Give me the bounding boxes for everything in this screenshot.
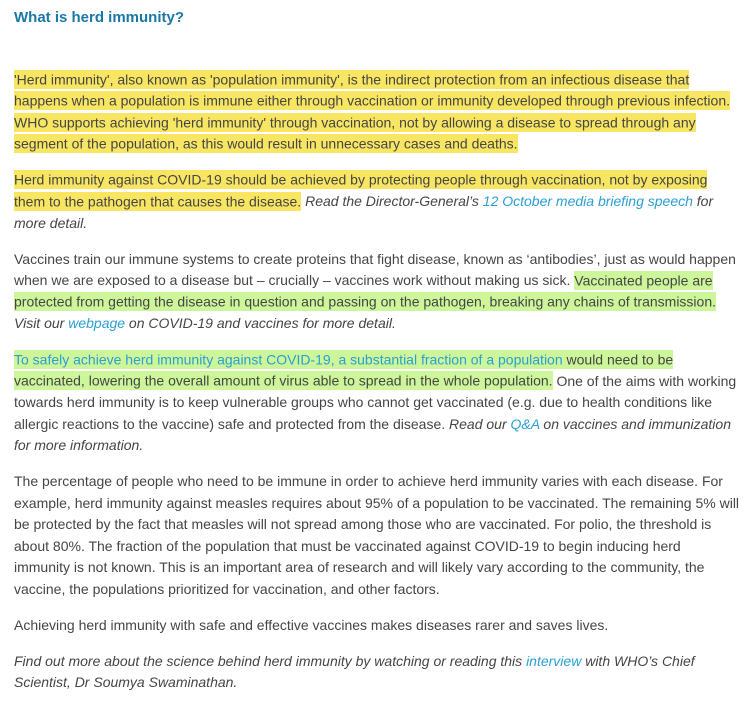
herd-immunity-fraction-link[interactable]: To safely achieve herd immunity against COVID-19, a substantial fraction of a population <box>14 351 563 367</box>
text-run: Read our <box>449 415 511 432</box>
text-run: The percentage of people who need to be immune in order to achieve herd immunity varies with each disease. For example, herd immunity against measles requires about 95% of a population to be vaccinated. The remaining 5% will be protected by the fact that measles will not spread among those who are vaccinated. For polio, the threshold is about 80%. The fraction of the population that must be vaccinated against COVID-19 to begin inducing herd immunity is not known. This is an important area of research and will likely vary according to the community, the vaccine, the populations prioritized for vaccination, and other factors. <box>14 473 740 597</box>
text-run: Read the Director-General’s <box>301 193 483 209</box>
text-run: 'Herd immunity', also known as 'population immunity', is the indirect protection from an infectious disease that happens when a population is immune either through vaccination or immunity developed through previous infection. WHO supports achieving 'herd immunity' through vaccination, not by allowing a disease to spread through any segment of the population, as this would result in unnecessary cases and deaths. <box>14 71 730 152</box>
text-run: One of the aims with working towards herd immunity is to keep vulnerable groups who cannot get vaccinated (e.g. due to health conditions like allergic reactions to the vaccine) safe and protected from the disease. <box>14 372 737 432</box>
text-run: with WHO’s Chief Scientist, Dr Soumya Swaminathan. <box>14 652 695 690</box>
paragraph <box>14 69 740 155</box>
page-title: What is herd immunity? <box>14 9 185 26</box>
text-run: for more detail. <box>14 193 714 231</box>
article <box>14 9 740 694</box>
text-run: on vaccines and immunization for more information. <box>14 415 731 453</box>
article-body <box>14 69 740 694</box>
text-run: Vaccinated people are protected from getting the disease in question and passing on the pathogen, breaking any chains of transmission. <box>14 272 717 310</box>
vaccines-qa-link[interactable]: Q&A <box>510 415 540 432</box>
paragraph <box>14 349 740 457</box>
text-run: Find out more about the science behind herd immunity by watching or reading this <box>14 652 527 669</box>
text-run: Visit our <box>14 315 69 331</box>
paragraph <box>14 615 740 637</box>
paragraph <box>14 249 740 335</box>
chief-scientist-interview-link[interactable]: interview <box>526 652 582 669</box>
paragraph <box>14 471 740 600</box>
text-run: Vaccines train our immune systems to create proteins that fight disease, known as ‘antibodies’, just as would happen when we are exposed to a disease but – crucially – vaccines work without making us sick. <box>14 250 736 288</box>
text-run: Herd immunity against COVID-19 should be achieved by protecting people through vaccination, not by exposing them to the pathogen that causes the disease. <box>14 171 708 209</box>
media-briefing-speech-link[interactable]: 12 October media briefing speech <box>482 193 693 209</box>
paragraph <box>14 170 740 235</box>
covid-vaccines-webpage-link[interactable]: webpage <box>68 315 126 331</box>
paragraph <box>14 651 740 694</box>
text-run: would need to be vaccinated, lowering the overall amount of virus able to spread in the whole population. <box>14 351 674 389</box>
text-run: on COVID-19 and vaccines for more detail. <box>125 315 396 331</box>
text-run: Achieving herd immunity with safe and effective vaccines makes diseases rarer and saves lives. <box>14 616 609 633</box>
